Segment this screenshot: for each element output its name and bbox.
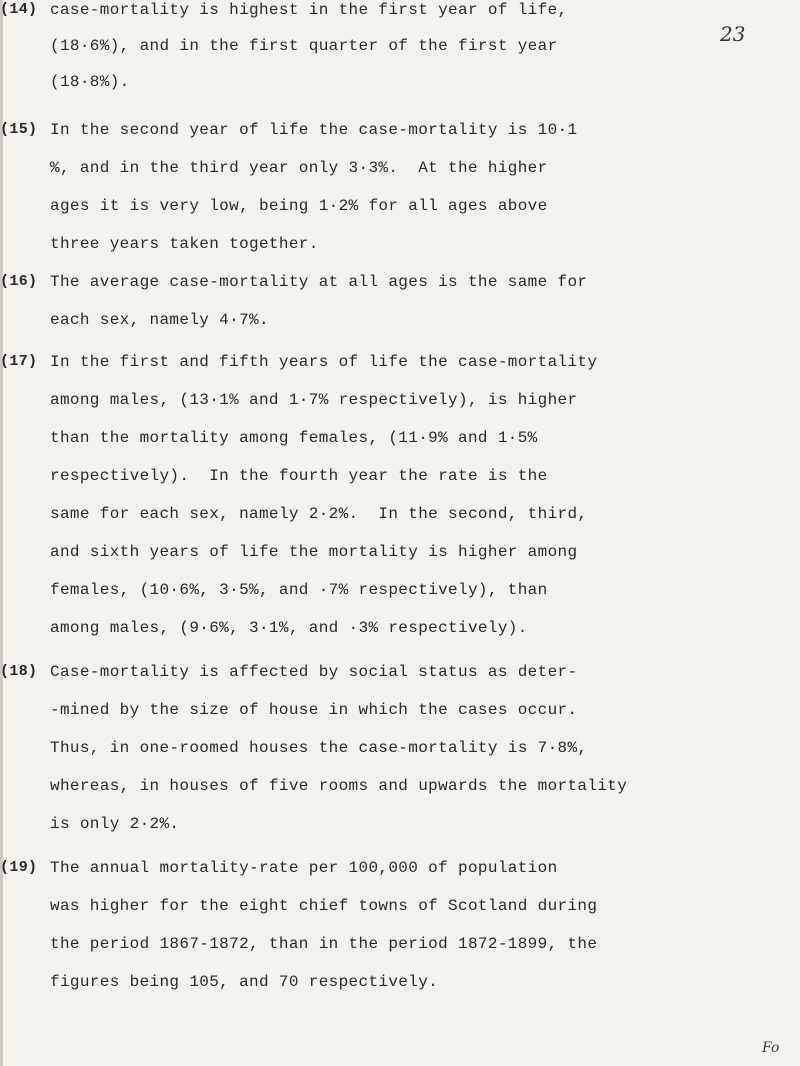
line-text: %, and in the third year only 3·3%. At the higher bbox=[50, 159, 548, 177]
line-text: In the second year of life the case-mortality is 10·1 bbox=[50, 121, 578, 139]
paragraph-number: (17) bbox=[0, 353, 38, 370]
line-text: respectively). In the fourth year the rate is the bbox=[50, 467, 548, 485]
line-text: figures being 105, and 70 respectively. bbox=[50, 973, 439, 991]
line-text: females, (10·6%, 3·5%, and ·7% respectively), than bbox=[50, 581, 548, 599]
paragraph-number: (15) bbox=[0, 121, 38, 138]
line-text: among males, (13·1% and 1·7% respectively), is higher bbox=[50, 391, 578, 409]
line-text: In the first and fifth years of life the case-mortality bbox=[50, 353, 598, 371]
line-text: among males, (9·6%, 3·1%, and ·3% respectively). bbox=[50, 619, 528, 637]
line-text: same for each sex, namely 2·2%. In the second, third, bbox=[50, 505, 588, 523]
line-text: The annual mortality-rate per 100,000 of population bbox=[50, 859, 558, 877]
line-text: each sex, namely 4·7%. bbox=[50, 311, 269, 329]
line-text: ages it is very low, being 1·2% for all ages above bbox=[50, 197, 548, 215]
line-text: whereas, in houses of five rooms and upwards the mortality bbox=[50, 777, 628, 795]
paragraph-number: (19) bbox=[0, 859, 38, 876]
continuation-note: Fo bbox=[762, 1040, 780, 1056]
line-text: than the mortality among females, (11·9% and 1·5% bbox=[50, 429, 538, 447]
line-text: Thus, in one-roomed houses the case-mortality is 7·8%, bbox=[50, 739, 588, 757]
paragraph-number: (16) bbox=[0, 273, 38, 290]
paragraph-number: (14) bbox=[0, 1, 38, 18]
line-text: the period 1867-1872, than in the period 1872-1899, the bbox=[50, 935, 598, 953]
line-text: (18·6%), and in the first quarter of the first year bbox=[50, 37, 558, 55]
line-text: three years taken together. bbox=[50, 235, 319, 253]
page-number: 23 bbox=[720, 22, 746, 46]
page-edge bbox=[0, 0, 3, 1066]
line-text: case-mortality is highest in the first year of life, bbox=[50, 1, 568, 19]
line-text: and sixth years of life the mortality is higher among bbox=[50, 543, 578, 561]
line-text: The average case-mortality at all ages is the same for bbox=[50, 273, 588, 291]
line-text: is only 2·2%. bbox=[50, 815, 180, 833]
line-text: was higher for the eight chief towns of Scotland during bbox=[50, 897, 598, 915]
paragraph-number: (18) bbox=[0, 663, 38, 680]
line-text: (18·8%). bbox=[50, 73, 130, 91]
line-text: -mined by the size of house in which the cases occur. bbox=[50, 701, 578, 719]
line-text: Case-mortality is affected by social status as deter- bbox=[50, 663, 578, 681]
